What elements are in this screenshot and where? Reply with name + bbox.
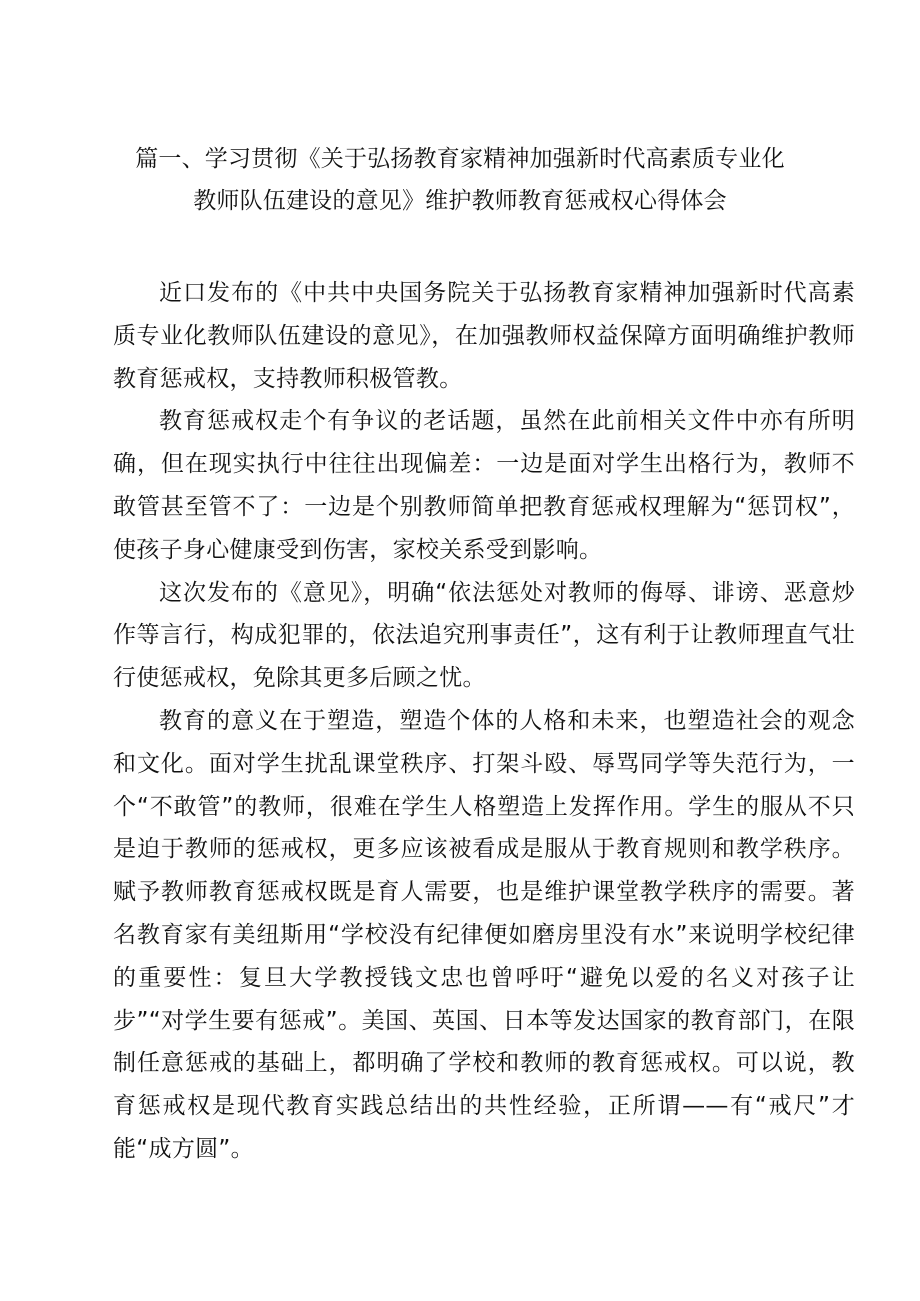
title-line-1: 篇一、学习贯彻《关于弘扬教育家精神加强新时代高素质专业化 (135, 146, 785, 172)
title-line-2: 教师队伍建设的意见》维护教师教育惩戒权心得体会 (193, 188, 727, 214)
paragraph-4: 教育的意义在于塑造，塑造个体的人格和未来，也塑造社会的观念和文化。面对学生扰乱课堂秩序、打架斗殴、辱骂同学等失范行为，一个“不敢管”的教师，很难在学生人格塑造上发挥作用。学生的服从不只是迫于教师的惩戒权，更多应该被看成是服从于教育规则和教学秩序。赋予教师教育惩戒权既是育人需要，也是维护课堂教学秩序的需要。著名教育家有美纽斯用“学校没有纪律便如磨房里没有水”来说明学校纪律的重要性：复旦大学教授钱文忠也曾呼吁“避免以爱的名义对孩子让步”“对学生要有惩戒”。美国、英国、日本等发达国家的教育部门，在限制任意惩戒的基础上，都明确了学校和教师的教育惩戒权。可以说，教育惩戒权是现代教育实践总结出的共性经验，正所谓——有“戒尺”才能“成方圆”。 (113, 707, 855, 1162)
document-body (113, 272, 855, 1171)
document-title (110, 138, 810, 222)
paragraph-1: 近口发布的《中共中央国务院关于弘扬教育家精神加强新时代高素质专业化教师队伍建设的意见》，在加强教师权益保障方面明确维护教师教育惩戒权，支持教师积极管教。 (113, 280, 855, 392)
paragraph-3: 这次发布的《意见》，明确“依法惩处对教师的侮辱、诽谤、恶意炒作等言行，构成犯罪的，依法追究刑事责任”，这有利于让教师理直气壮行使惩戒权，免除其更多后顾之忧。 (113, 579, 855, 692)
paragraph-2: 教育惩戒权走个有争议的老话题，虽然在此前相关文件中亦有所明确，但在现实执行中往往出现偏差：一边是面对学生出格行为，教师不敢管甚至管不了：一边是个别教师简单把教育惩戒权理解为“惩罚权”，使孩子身心健康受到伤害，家校关系受到影响。 (113, 408, 855, 563)
